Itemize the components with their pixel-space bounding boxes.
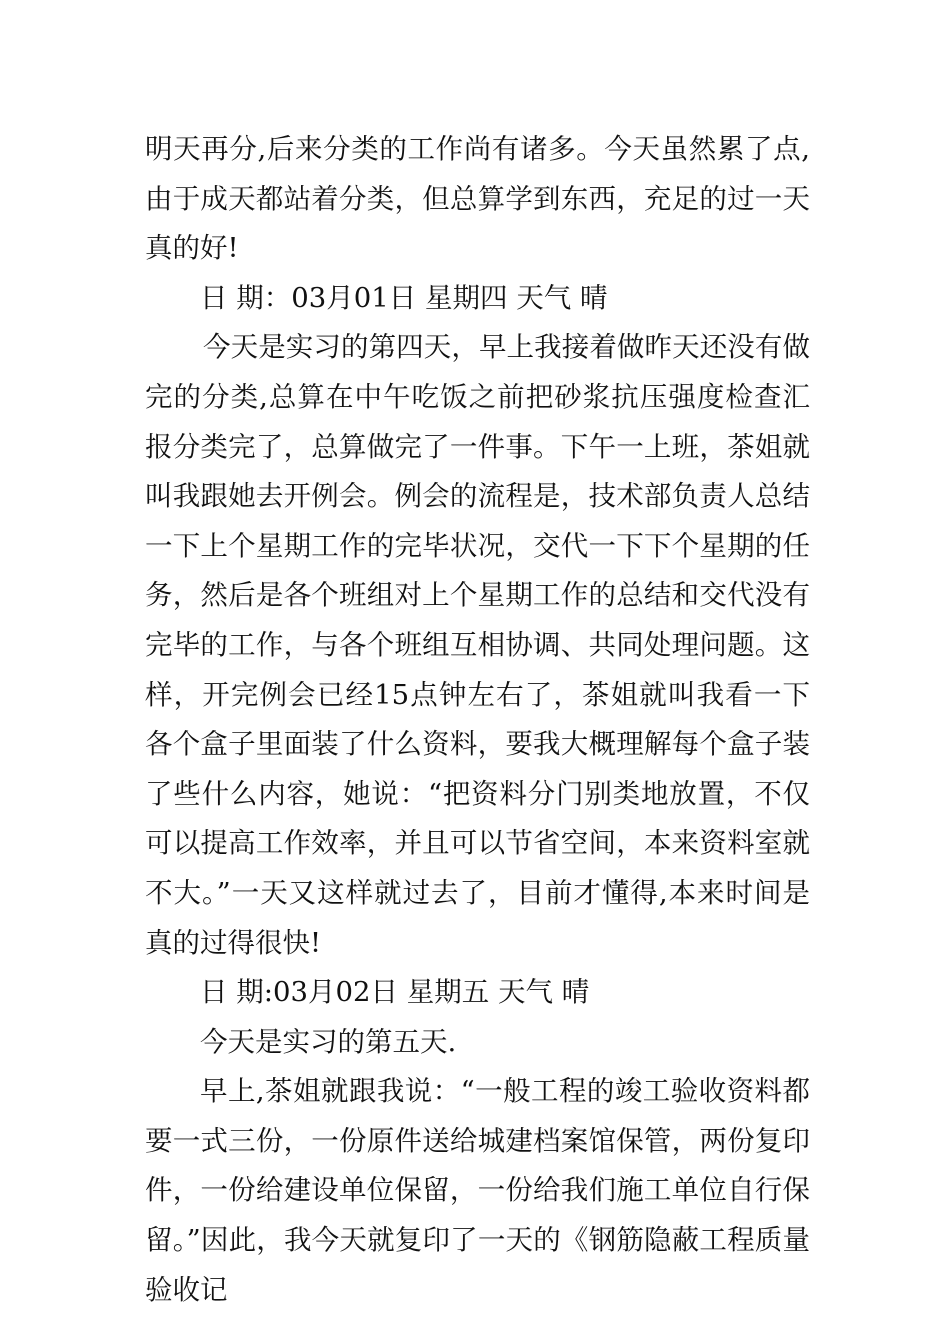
date-line-0302: 日 期:03月02日 星期五 天气 晴 <box>200 976 590 1009</box>
paragraph-day-five-body: 早上,茶姐就跟我说：“一般工程的竣工验收资料都要一式三份，一份原件送给城建档案馆保管，两份复印件，一份给建设单位保留，一份给我们施工单位自行保留。”因此，我今天就复印了一天的《钢筋隐蔽工程质量验收记 <box>145 1075 810 1306</box>
document-body <box>145 125 810 1315</box>
paragraph-day-five-intro: 今天是实习的第五天. <box>200 1025 457 1058</box>
date-line-0301: 日 期：03月01日 星期四 天气 晴 <box>200 281 608 314</box>
paragraph-continuation: 明天再分,后来分类的工作尚有诸多。今天虽然累了点,由于成天都站着分类，但总算学到东西，充足的过一天真的好! <box>145 133 810 265</box>
paragraph-day-four: 今天是实习的第四天，早上我接着做昨天还没有做完的分类,总算在中午吃饭之前把砂浆抗压强度检查汇报分类完了，总算做完了一件事。下午一上班，茶姐就叫我跟她去开例会。例会的流程是，技术部负责人总结一下上个星期工作的完毕状况，交代一下下个星期的任务，然后是各个班组对上个星期工作的总结和交代没有完毕的工作，与各个班组互相协调、共同处理问题。这样，开完例会已经15点钟左右了，茶姐就叫我看一下各个盒子里面装了什么资料，要我大概理解每个盒子装了些什么内容，她说：“把资料分门别类地放置，不仅可以提高工作效率，并且可以节省空间，本来资料室就不大。”一天又这样就过去了，目前才懂得,本来时间是真的过得很快! <box>145 331 810 959</box>
